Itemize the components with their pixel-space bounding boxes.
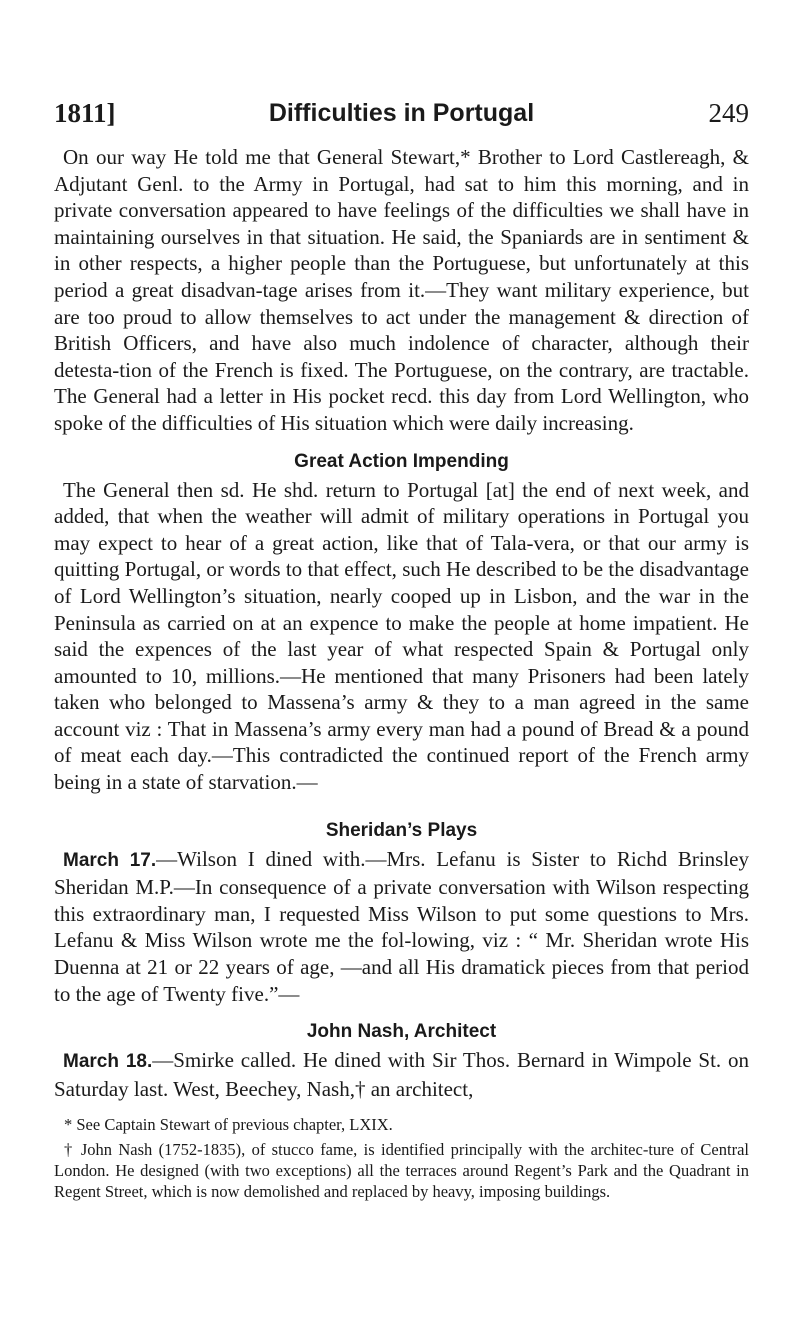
footnotes bbox=[54, 1114, 749, 1202]
paragraph-sheridan-text: —Wilson I dined with.—Mrs. Lefanu is Sister to Richd Brinsley Sheridan M.P.—In consequence of a private conversation with Wilson respecting this extraordinary man, I requested Miss Wilson to put some questions to Mrs. Lefanu & Miss Wilson wrote me the fol-lowing, viz : “ Mr. Sheridan wrote His Duenna at 21 or 22 years of age, —and all His dramatick pieces from that period to the age of Twenty five.”— bbox=[54, 846, 749, 1006]
running-head bbox=[54, 96, 749, 130]
entry-date-march-18: March 18. bbox=[63, 1051, 153, 1073]
paragraph-nash-text: —Smirke called. He dined with Sir Thos. Bernard in Wimpole St. on Saturday last. West, Beechey, Nash,† an architect, bbox=[54, 1048, 749, 1101]
paragraph-stewart: On our way He told me that General Stewart,* Brother to Lord Castlereagh, & Adjutant Genl. to the Army in Portugal, had sat to him this morning, and in private conversation appeared to have feelings of the difficulties we shall have in maintaining ourselves in that situation. He said, the Spaniards are in sentiment & in other respects, a higher people than the Portuguese, but unfortunately at this period a great disadvan-tage arises from it.—They want military experience, but are too proud to allow themselves to act under the management & direction of British Officers, and have also much indolence of character, although their detesta-tion of the French is fixed. The Portuguese, on the contrary, are tractable. The General had a letter in His pocket recd. this day from Lord Wellington, who spoke of the difficulties of His situation which were daily increasing. bbox=[54, 145, 749, 435]
section-heading-sheridan: Sheridan’s Plays bbox=[325, 819, 478, 841]
paragraph-great-action: The General then sd. He shd. return to Portugal [at] the end of next week, and added, that when the weather will admit of military operations in Portugal you may expect to hear of a great action, like that of Tala-vera, or that our army is quitting Portugal, or words to that effect, such He described to be the disadvantage of Lord Wellington’s situation, nearly cooped up in Lisbon, and the war in the Peninsula as carried on at an expence to make the people at home impatient. He said the expences of the last year of what respected Spain & Portugal only amounted to 10, millions.—He mentioned that many Prisoners had been lately taken who belonged to Massena’s army & they to a man agreed in the same account viz : That in Massena’s army every man had a pound of Bread & a pound of meat each day.—This contradicted the continued report of the French army being in a state of starvation.— bbox=[54, 477, 749, 795]
running-head-year: 1811] bbox=[54, 98, 116, 128]
book-page bbox=[54, 96, 749, 1206]
paragraph-sheridan bbox=[54, 846, 749, 1008]
entry-date-march-17: March 17. bbox=[63, 849, 157, 871]
footnote-nash: † John Nash (1752-1835), of stucco fame, is identified principally with the architec-ture of Central London. He designed (with two exceptions) all the terraces around Regent’s Park and the Quadrant in Regent Street, which is now demolished and replaced by heavy, imposing buildings. bbox=[54, 1140, 749, 1202]
section-heading-great-action: Great Action Impending bbox=[294, 450, 509, 472]
footnote-stewart: * See Captain Stewart of previous chapter, LXIX. bbox=[64, 1115, 393, 1135]
section-heading-nash: John Nash, Architect bbox=[306, 1021, 497, 1043]
page-number: 249 bbox=[708, 98, 749, 128]
paragraph-nash bbox=[54, 1047, 749, 1102]
body-text bbox=[54, 144, 749, 1102]
running-head-title: Difficulties in Portugal bbox=[268, 99, 535, 127]
